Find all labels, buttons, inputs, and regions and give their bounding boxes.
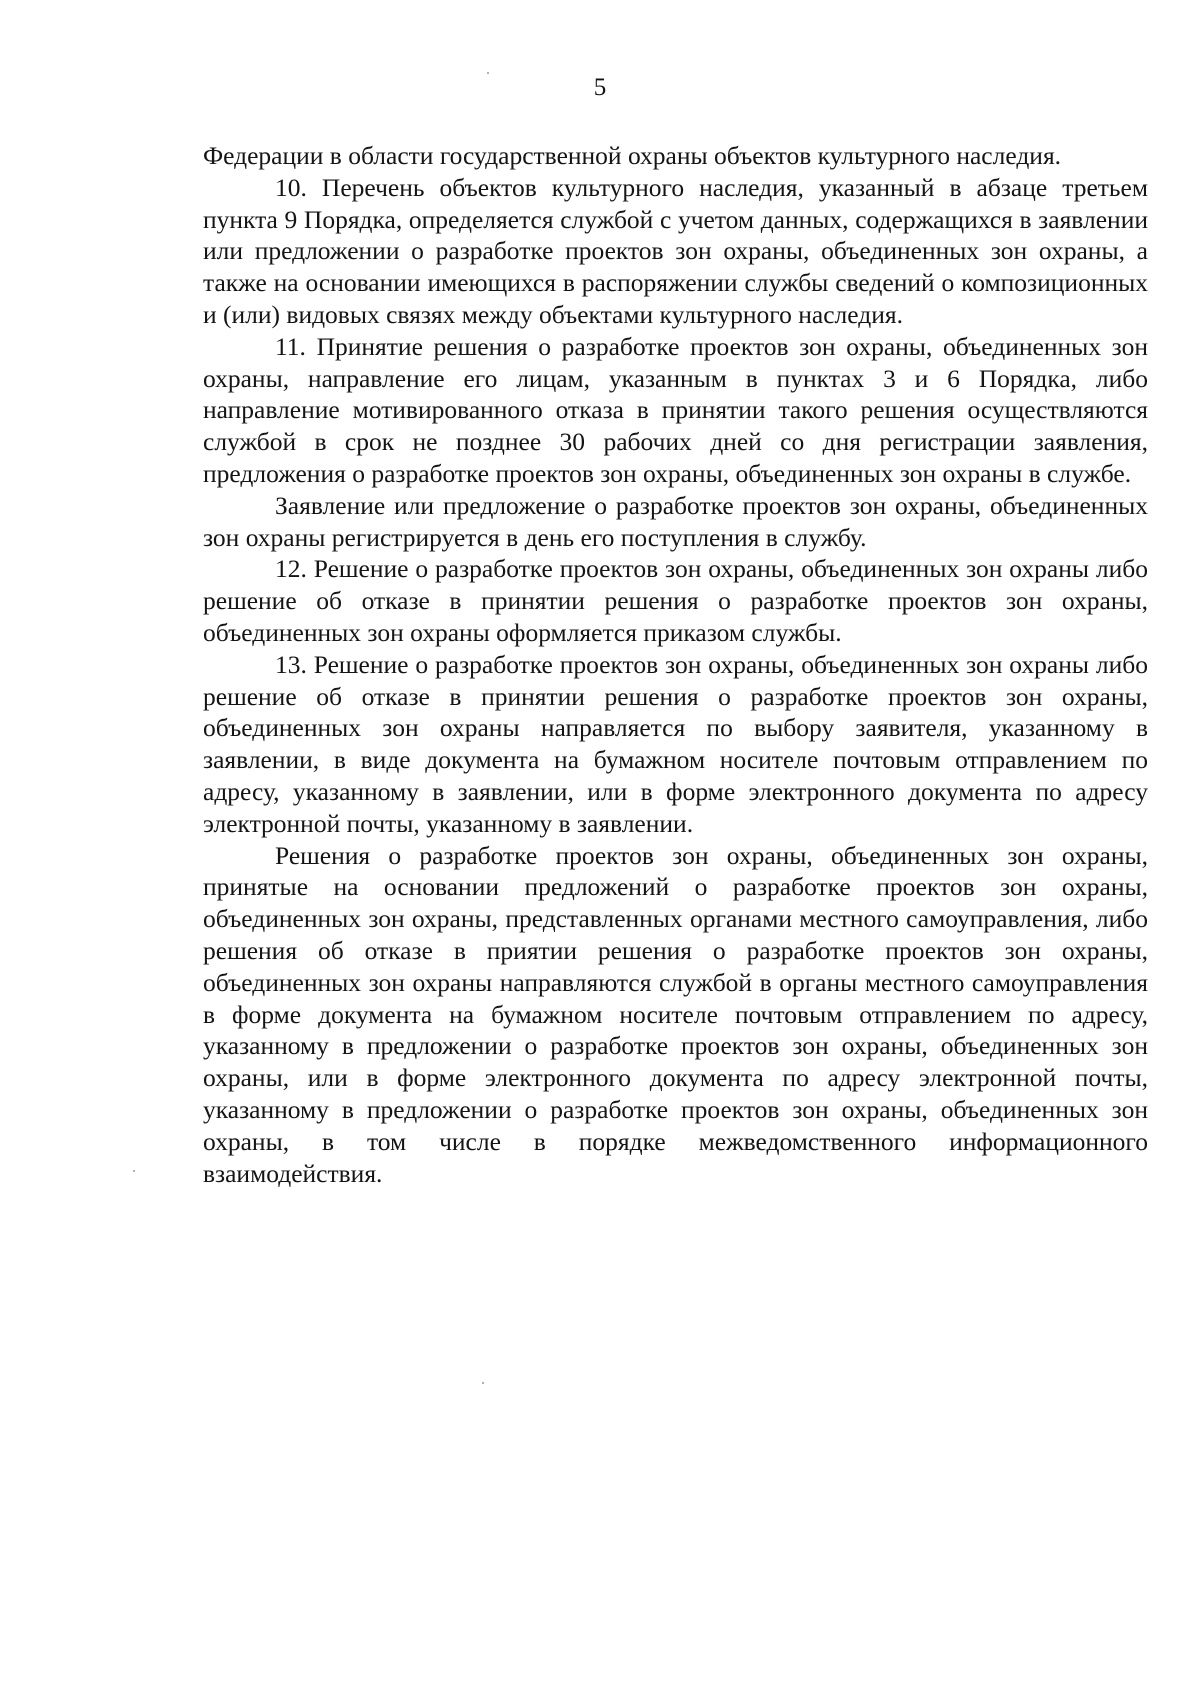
paragraph-item-13: 13. Решение о разработке проектов зон охраны, объединенных зон охраны либо решение об отказе в принятии решения о разработке проектов зон охраны, объединенных зон охраны направляется по выбору заявителя, указанному в заявлении, в виде документа на бумажном носителе почтовым отправлением по адресу, указанному в заявлении, или в форме электронного документа по адресу электронной почты, указанному в заявлении. (203, 649, 1148, 838)
document-body (203, 140, 1148, 1189)
paragraph-continuation: Федерации в области государственной охраны объектов культурного наследия. (203, 141, 1062, 170)
page-number: 5 (593, 74, 607, 101)
scan-speck (487, 72, 489, 74)
paragraph-item-10: 10. Перечень объектов культурного наследия, указанный в абзаце третьем пункта 9 Порядка, определяется службой с учетом данных, содержащихся в заявлении или предложении о разработке проектов зон охраны, объединенных зон охраны, а также на основании имеющихся в распоряжении службы сведений о композиционных и (или) видовых связях между объектами культурного наследия. (203, 172, 1148, 329)
paragraph-item-11: 11. Принятие решения о разработке проектов зон охраны, объединенных зон охраны, направление его лицам, указанным в пунктах 3 и 6 Порядка, либо направление мотивированного отказа в принятии такого решения осуществляются службой в срок не позднее 30 рабочих дней со дня регистрации заявления, предложения о разработке проектов зон охраны, объединенных зон охраны в службе. (203, 331, 1148, 488)
paragraph-registration: Заявление или предложение о разработке проектов зон охраны, объединенных зон охраны регистрируется в день его поступления в службу. (203, 490, 1148, 552)
paragraph-local-government-decisions: Решения о разработке проектов зон охраны, объединенных зон охраны, принятые на основании предложений о разработке проектов зон охраны, объединенных зон охраны, представленных органами местного самоуправления, либо решения об отказе в приятии решения о разработке проектов зон охраны, объединенных зон охраны направляются службой в органы местного самоуправления в форме документа на бумажном носителе почтовым отправлением по адресу, указанному в предложении о разработке проектов зон охраны, объединенных зон охраны, или в форме электронного документа по адресу электронной почты, указанному в предложении о разработке проектов зон охраны, объединенных зон охраны, в том числе в порядке межведомственного информационного взаимодействия. (203, 840, 1148, 1188)
scan-speck (133, 1170, 135, 1172)
scan-speck (482, 1382, 484, 1384)
paragraph-item-12: 12. Решение о разработке проектов зон охраны, объединенных зон охраны либо решение об отказе в принятии решения о разработке проектов зон охраны, объединенных зон охраны оформляется приказом службы. (203, 554, 1148, 647)
